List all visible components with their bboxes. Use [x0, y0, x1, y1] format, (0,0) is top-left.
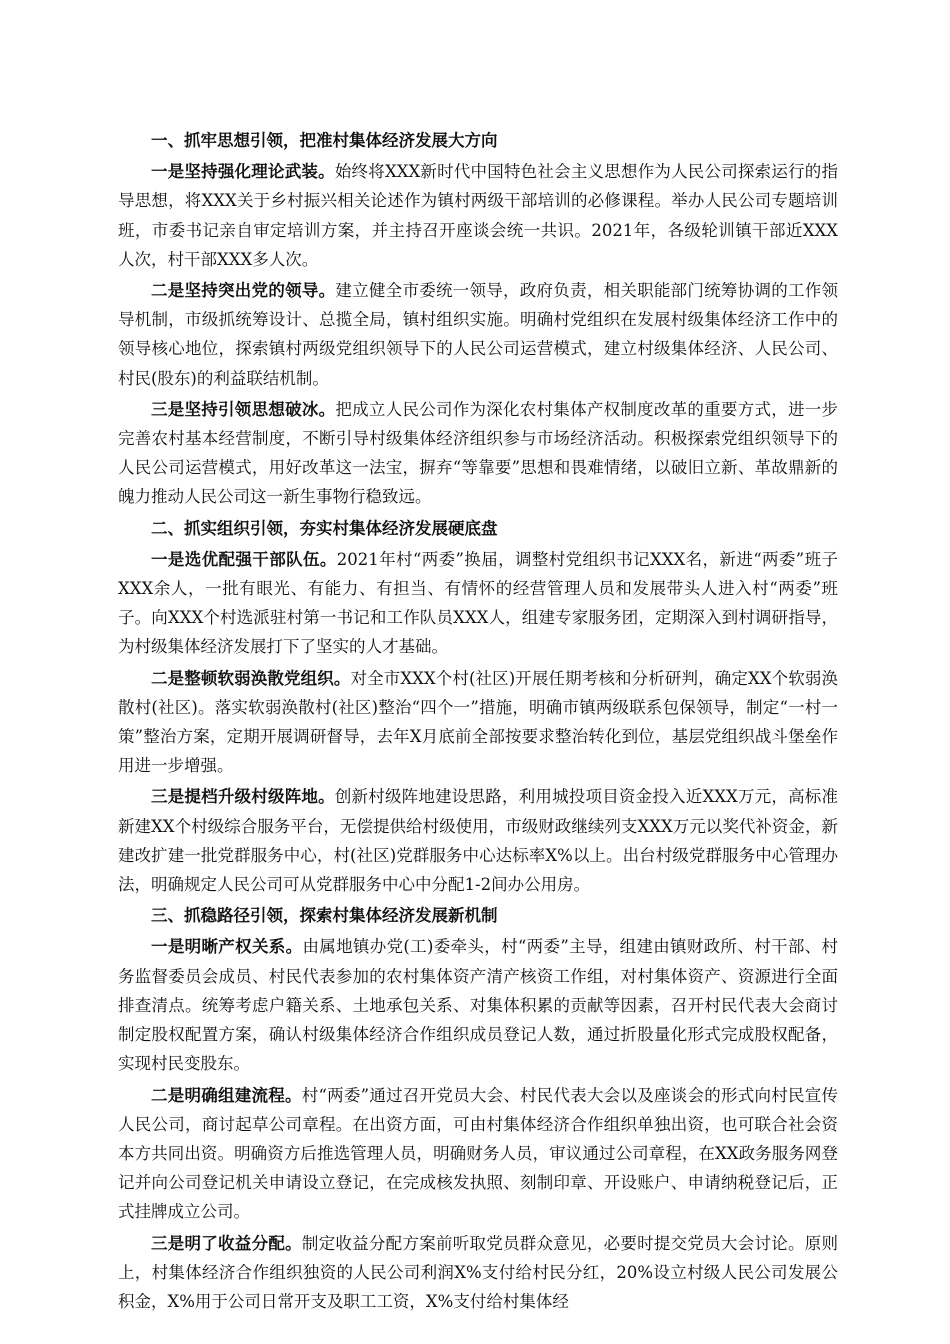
paragraph-text: 村“两委”通过召开党员大会、村民代表大会以及座谈会的形式向村民宣传人民公司，商讨起草公司章程。在出资方面，可由村集体经济合作组织单独出资，也可联合社会资本方共同出资。明确资方后推选管理人员，明确财务人员，审议通过公司章程，在XX政务服务网登记并向公司登记机关申请设立登记，在完成核发执照、刻制印章、开设账户、申请纳税登记后，正式挂牌成立公司。 — [118, 1085, 839, 1222]
paragraph-3-1 — [118, 932, 838, 1078]
section-heading-2: 二、抓实组织引领，夯实村集体经济发展硬底盘 — [151, 518, 498, 538]
paragraph-text: 对全市XXX个村(社区)开展任期考核和分析研判，确定XX个软弱涣散村(社区)。落实软弱涣散村(社区)整治“四个一”措施，明确市镇两级联系包保领导，制定“一村一策”整治方案，定期开展调研督导，去年X月底前全部按要求整治转化到位，基层党组织战斗堡垒作用进一步增强。 — [118, 668, 838, 776]
paragraph-text: 始终将XXX新时代中国特色社会主义思想作为人民公司探索运行的指导思想，将XXX关于乡村振兴相关论述作为镇村两级干部培训的必修课程。举办人民公司专题培训班，市委书记亲自审定培训方案，并主持召开座谈会统一共识。2021年，各级轮训镇干部近XXX人次，村干部XXX多人次。 — [118, 162, 838, 269]
document-body — [118, 124, 838, 1316]
paragraph-text: 2021年村“两委”换届，调整村党组织书记XXX名，新进“两委”班子XXX余人，一批有眼光、有能力、有担当、有情怀的经营管理人员和发展带头人进入村“两委”班子。向XXX个村选派驻村第一书记和工作队员XXX人，组建专家服务团，定期深入到村调研指导，为村级集体经济发展打下了坚实的人才基础。 — [118, 549, 839, 657]
section-heading-3: 三、抓稳路径引领，探索村集体经济发展新机制 — [151, 906, 498, 926]
paragraph-lead: 二是坚持突出党的领导。 — [151, 281, 336, 301]
paragraph-lead: 一是坚持强化理论武装。 — [151, 162, 335, 182]
paragraph-lead: 三是明了收益分配。 — [151, 1233, 302, 1253]
paragraph-lead: 三是坚持引领思想破冰。 — [151, 399, 336, 419]
paragraph-2-2 — [118, 664, 838, 781]
paragraph-lead: 一是选优配强干部队伍。 — [151, 549, 337, 569]
paragraph-text: 建立健全市委统一领导，政府负责，相关职能部门统筹协调的工作领导机制，市级抓统筹设计、总揽全局，镇村组织实施。明确村党组织在发展村级集体经济工作中的领导核心地位，探索镇村两级党组织领导下的人民公司运营模式，建立村级集体经济、人民公司、村民(股东)的利益联结机制。 — [118, 281, 839, 388]
paragraph-text: 由属地镇办党(工)委牵头，村“两委”主导，组建由镇财政所、村干部、村务监督委员会成员、村民代表参加的农村集体资产清产核资工作组，对村集体资产、资源进行全面排查清点。统筹考虑户籍关系、土地承包关系、对集体积累的贡献等因素，召开村民代表大会商讨制定股权配置方案，确认村级集体经济合作组织成员登记人数，通过折股量化形式完成股权配备，实现村民变股东。 — [118, 937, 839, 1074]
paragraph-text: 制定收益分配方案前听取党员群众意见，必要时提交党员大会讨论。原则上，村集体经济合作组织独资的人民公司利润X%支付给村民分红，20%设立村级人民公司发展公积金，X%用于公司日常开支及职工工资，X%支付给村集体经 — [118, 1233, 839, 1311]
paragraph-1-3 — [118, 395, 838, 512]
paragraph-2-1 — [118, 545, 838, 662]
section-heading-1: 一、抓牢思想引领，把准村集体经济发展大方向 — [151, 131, 498, 150]
paragraph-lead: 二是整顿软弱涣散党组织。 — [151, 668, 351, 688]
paragraph-lead: 二是明确组建流程。 — [151, 1085, 302, 1105]
paragraph-text: 把成立人民公司作为深化农村集体产权制度改革的重要方式，进一步完善农村基本经营制度，不断引导村级集体经济组织参与市场经济活动。积极探索党组织领导下的人民公司运营模式，用好改革这一法宝，摒弃“等靠要”思想和畏难情绪，以破旧立新、革故鼎新的魄力推动人民公司这一新生事物行稳致远。 — [118, 399, 839, 507]
paragraph-1-2 — [118, 276, 838, 393]
paragraph-lead: 一是明晰产权关系。 — [151, 937, 303, 957]
paragraph-lead: 三是提档升级村级阵地。 — [151, 787, 335, 807]
paragraph-3-2 — [118, 1081, 838, 1227]
paragraph-text: 创新村级阵地建设思路，利用城投项目资金投入近XXX万元，高标准新建XX个村级综合服务平台，无偿提供给村级使用，市级财政继续列支XXX万元以奖代补资金，新建改扩建一批党群服务中心，村(社区)党群服务中心达标率X%以上。出台村级党群服务中心管理办法，明确规定人民公司可从党群服务中心中分配1-2间办公用房。 — [118, 787, 838, 895]
paragraph-2-3 — [118, 782, 838, 899]
paragraph-1-1 — [118, 157, 838, 274]
paragraph-3-3 — [118, 1229, 838, 1317]
